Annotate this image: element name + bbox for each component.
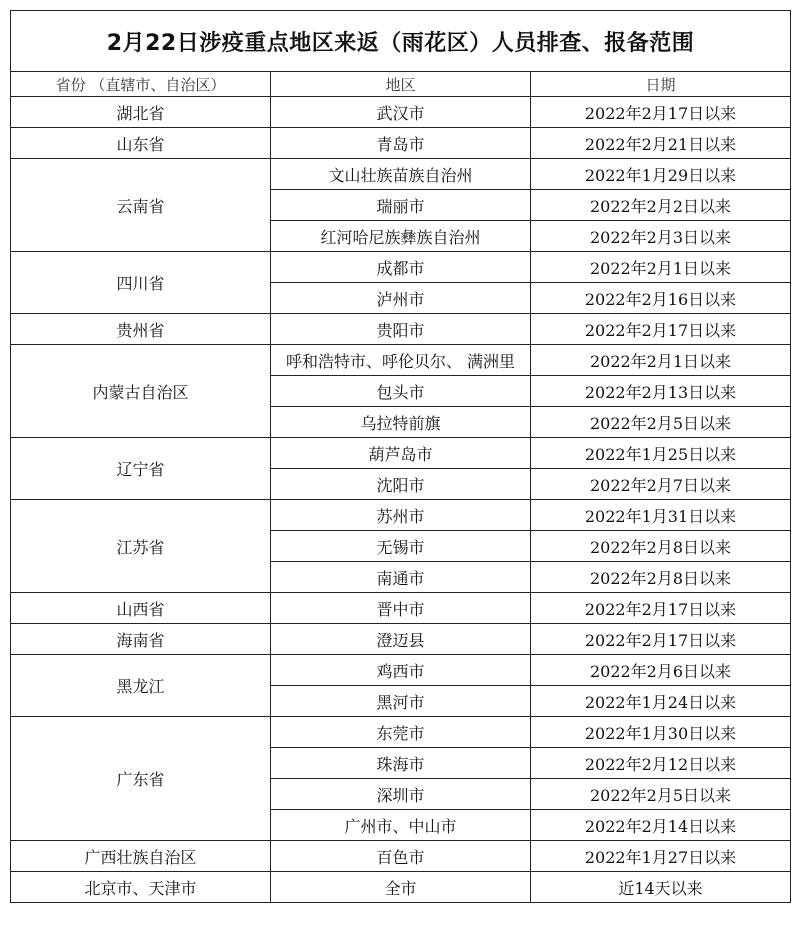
date-cell: 2022年1月24日以来 [531,686,791,717]
date-cell: 2022年2月17日以来 [531,314,791,345]
date-cell: 2022年2月16日以来 [531,283,791,314]
province-cell: 北京市、天津市 [11,872,271,903]
province-cell: 江苏省 [11,500,271,593]
region-cell: 晋中市 [271,593,531,624]
region-cell: 全市 [271,872,531,903]
region-cell: 武汉市 [271,97,531,128]
region-cell: 鸡西市 [271,655,531,686]
region-cell: 深圳市 [271,779,531,810]
date-cell: 2022年1月25日以来 [531,438,791,469]
region-cell: 黑河市 [271,686,531,717]
table-row [11,252,791,283]
province-cell: 黑龙江 [11,655,271,717]
date-cell: 2022年1月29日以来 [531,159,791,190]
table-row [11,128,791,159]
region-cell: 澄迈县 [271,624,531,655]
date-cell: 2022年1月31日以来 [531,500,791,531]
region-cell: 成都市 [271,252,531,283]
table-row [11,314,791,345]
region-cell: 东莞市 [271,717,531,748]
table-row [11,500,791,531]
region-cell: 百色市 [271,841,531,872]
region-cell: 葫芦岛市 [271,438,531,469]
region-cell: 贵阳市 [271,314,531,345]
date-cell: 2022年2月1日以来 [531,345,791,376]
region-cell: 苏州市 [271,500,531,531]
date-cell: 2022年2月5日以来 [531,779,791,810]
region-cell: 乌拉特前旗 [271,407,531,438]
date-cell: 2022年2月1日以来 [531,252,791,283]
region-cell: 广州市、中山市 [271,810,531,841]
table-row [11,159,791,190]
region-cell: 青岛市 [271,128,531,159]
region-cell: 呼和浩特市、呼伦贝尔、 满洲里 [271,345,531,376]
header-date: 日期 [531,72,791,97]
date-cell: 2022年2月14日以来 [531,810,791,841]
province-cell: 广西壮族自治区 [11,841,271,872]
province-cell: 广东省 [11,717,271,841]
region-cell: 南通市 [271,562,531,593]
region-cell: 包头市 [271,376,531,407]
header-province: 省份 （直辖市、自治区） [11,72,271,97]
region-cell: 文山壮族苗族自治州 [271,159,531,190]
province-cell: 四川省 [11,252,271,314]
table-row [11,841,791,872]
table-row [11,655,791,686]
province-cell: 山东省 [11,128,271,159]
table-row [11,624,791,655]
date-cell: 2022年2月6日以来 [531,655,791,686]
date-cell: 2022年2月21日以来 [531,128,791,159]
date-cell: 2022年2月17日以来 [531,593,791,624]
table-title: 2月22日涉疫重点地区来返（雨花区）人员排查、报备范围 [11,11,791,72]
date-cell: 2022年2月8日以来 [531,531,791,562]
table-row [11,438,791,469]
date-cell: 2022年2月12日以来 [531,748,791,779]
title-row [11,11,791,72]
date-cell: 2022年2月5日以来 [531,407,791,438]
date-cell: 2022年2月3日以来 [531,221,791,252]
province-cell: 贵州省 [11,314,271,345]
province-cell: 湖北省 [11,97,271,128]
province-cell: 辽宁省 [11,438,271,500]
region-cell: 沈阳市 [271,469,531,500]
region-cell: 泸州市 [271,283,531,314]
province-cell: 山西省 [11,593,271,624]
table-row [11,97,791,128]
table-row [11,717,791,748]
date-cell: 2022年1月30日以来 [531,717,791,748]
date-cell: 2022年2月17日以来 [531,97,791,128]
table-row [11,872,791,903]
region-cell: 红河哈尼族彝族自治州 [271,221,531,252]
date-cell: 2022年2月13日以来 [531,376,791,407]
table-body [11,11,791,903]
date-cell: 2022年2月7日以来 [531,469,791,500]
region-cell: 珠海市 [271,748,531,779]
date-cell: 2022年2月8日以来 [531,562,791,593]
date-cell: 2022年1月27日以来 [531,841,791,872]
province-cell: 云南省 [11,159,271,252]
province-cell: 海南省 [11,624,271,655]
region-cell: 无锡市 [271,531,531,562]
table-row [11,593,791,624]
header-row [11,72,791,97]
date-cell: 2022年2月2日以来 [531,190,791,221]
date-cell: 2022年2月17日以来 [531,624,791,655]
header-region: 地区 [271,72,531,97]
screening-table [10,10,791,903]
table-row [11,345,791,376]
date-cell: 近14天以来 [531,872,791,903]
province-cell: 内蒙古自治区 [11,345,271,438]
region-cell: 瑞丽市 [271,190,531,221]
